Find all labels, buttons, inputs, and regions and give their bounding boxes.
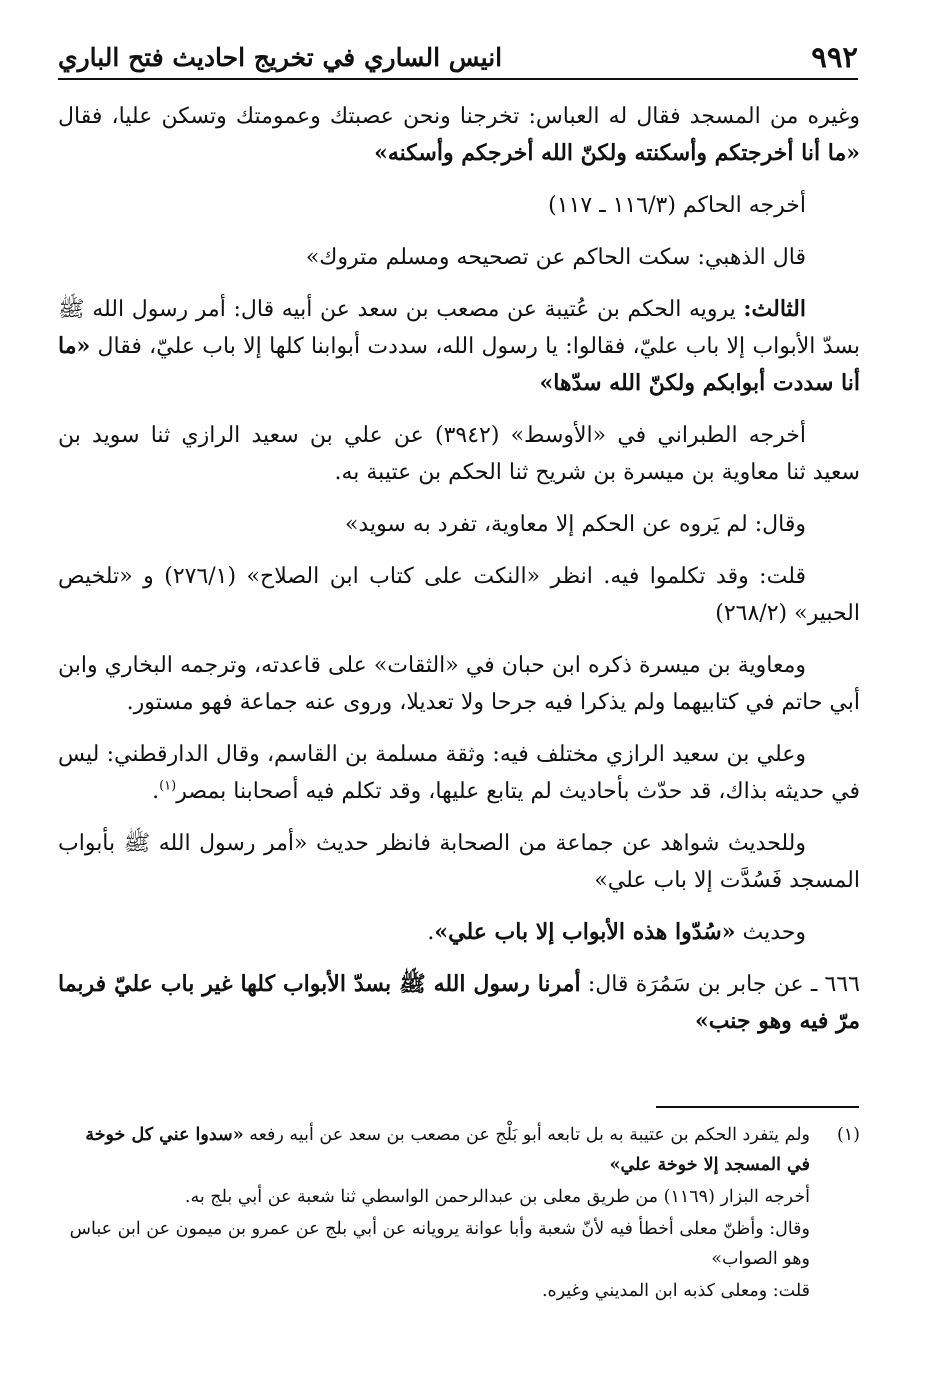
footnote-line: وقال: وأظنّ معلى أخطأ فيه لأنّ شعبة وأبا عوانة يرويانه عن أبي بلج عن عمرو بن ميمون عن ابن عباس وهو الصواب»: [69, 1219, 810, 1269]
paragraph: ومعاوية بن ميسرة ذكره ابن حبان في «الثقات» على قاعدته، وترجمه البخاري وابن أبي حاتم في كتابيهما ولم يذكرا فيه جرحا ولا تعديلا، وروى عنه جماعة فهو مستور.: [58, 653, 860, 715]
footnote: (١) ولم يتفرد الحكم بن عتيبة به بل تابعه أبو بَلْج عن مصعب بن سعد عن أبيه رفعه «سدوا عني كل خوخة في المسجد إلا خوخة علي»: [58, 1120, 860, 1180]
main-text: [58, 98, 860, 1055]
hadith-entry: ٦٦٦ ـ عن جابر بن سَمُرَة قال: أمرنا رسول الله ﷺ بسدّ الأبواب كلها غير باب عليّ فربما مرّ فيه وهو جنب»: [58, 971, 860, 1034]
footnote-mark: (١): [836, 1125, 860, 1145]
footnote-separator: [656, 1106, 859, 1108]
hadith-number: ٦٦٦ ـ: [810, 972, 860, 997]
paragraph: قال الذهبي: سكت الحاكم عن تصحيحه ومسلم متروك»: [305, 245, 806, 270]
footnotes: [58, 1120, 860, 1308]
footnote-line: قلت: ومعلى كذبه ابن المديني وغيره.: [541, 1281, 810, 1301]
page-header: [58, 36, 858, 80]
paragraph: وغيره من المسجد فقال له العباس: تخرجنا ونحن عصبتك وعمومتك وتسكن عليا، فقال «ما أنا أخرجتكم وأسكنته ولكنّ الله أخرجكم وأسكنه»: [58, 104, 860, 166]
paragraph: وحديث «سُدّوا هذه الأبواب إلا باب علي».: [427, 919, 806, 945]
paragraph: وعلي بن سعيد الرازي مختلف فيه: وثقة مسلمة بن القاسم، وقال الدارقطني: ليس في حديثه بذاك، قد حدّث بأحاديث لم يتابع عليها، وقد تكلم فيه أصحابنا بمصر$^{(١)}$.: [58, 742, 860, 804]
running-title: انيس الساري في تخريج احاديث فتح الباري: [58, 42, 503, 72]
paragraph: وقال: لم يَروه عن الحكم إلا معاوية، تفرد به سويد»: [344, 512, 806, 537]
paragraph: الثالث: يرويه الحكم بن عُتيبة عن مصعب بن سعد عن أبيه قال: أمر رسول الله ﷺ بسدّ الأبواب إلا باب عليّ، فقالوا: يا رسول الله، سددت أبوابنا كلها إلا باب عليّ، فقال «ما أنا سددت أبوابكم ولكنّ الله سدّها»: [58, 296, 860, 396]
paragraph: أخرجه الطبراني في «الأوسط» (٣٩٤٢) عن علي بن سعيد الرازي ثنا سويد بن سعيد ثنا معاوية بن ميسرة بن شريح ثنا الحكم بن عتيبة به.: [58, 423, 860, 485]
paragraph: وللحديث شواهد عن جماعة من الصحابة فانظر حديث «أمر رسول الله ﷺ بأبواب المسجد فَسُدَّت إلا باب علي»: [58, 831, 860, 893]
paragraph: أخرجه الحاكم (١١٦/٣ ـ ١١٧): [548, 193, 806, 218]
footnote-line: أخرجه البزار (١١٦٩) من طريق معلى بن عبدالرحمن الواسطي ثنا شعبة عن أبي بلج به.: [184, 1187, 810, 1207]
paragraph: قلت: وقد تكلموا فيه. انظر «النكت على كتاب ابن الصلاح» (٢٧٦/١) و «تلخيص الحبير» (٢٦٨/٢): [58, 564, 860, 626]
footnote-reference[interactable]: (١): [159, 778, 177, 794]
page-number: ٩٩٢: [811, 40, 858, 74]
